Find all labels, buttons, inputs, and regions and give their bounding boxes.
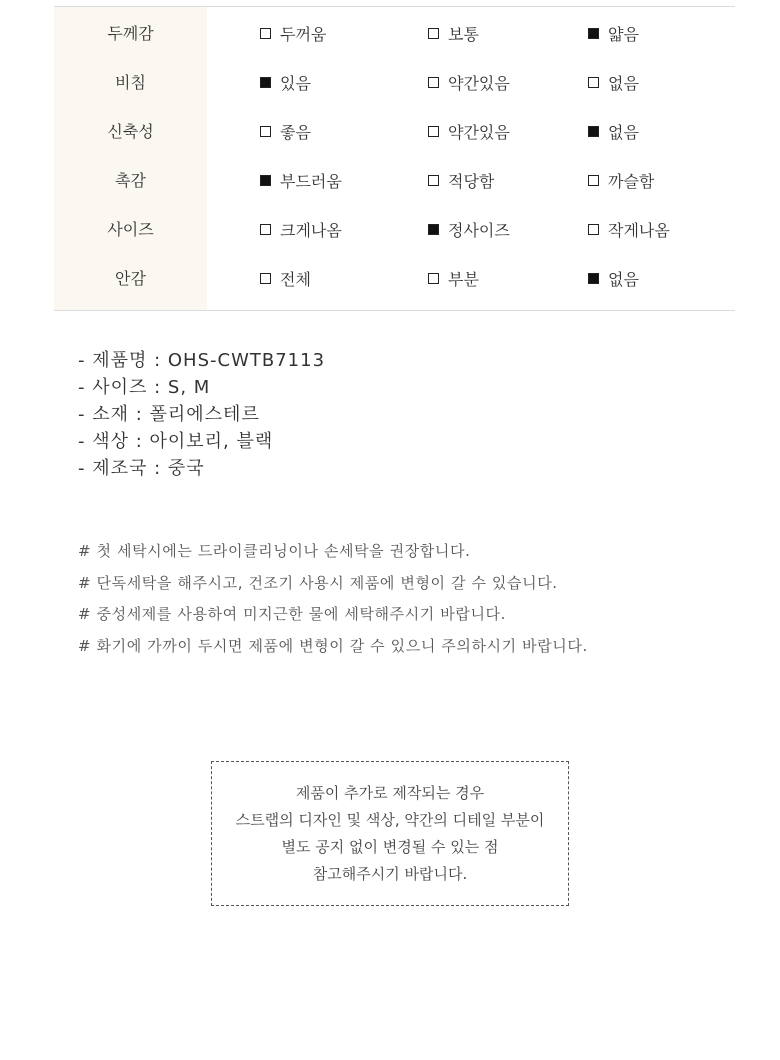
checkbox-empty-icon [428,77,439,88]
attribute-table [54,6,735,311]
checkbox-empty-icon [588,224,599,235]
checkbox-checked-icon [588,126,599,137]
option [588,58,639,107]
option [588,254,639,303]
notice-line: 스트랩의 디자인 및 색상, 약간의 디테일 부분이 [235,810,545,829]
option [428,205,510,254]
option-label: 작게나옴 [608,221,670,240]
option-label: 정사이즈 [448,221,510,240]
option [260,254,311,303]
row-label: 비침 [115,73,146,92]
option-label: 없음 [608,270,639,289]
notice-line: 별도 공지 없이 변경될 수 있는 점 [281,837,499,856]
row-label: 안감 [115,269,146,288]
row-label: 두께감 [107,24,154,43]
checkbox-checked-icon [260,175,271,186]
product-spec-list [78,347,325,482]
option-label: 없음 [608,74,639,93]
option [428,9,479,58]
option-label: 약간있음 [448,74,510,93]
checkbox-empty-icon [428,126,439,137]
notice-box [211,761,569,906]
care-note: # 단독세탁을 해주시고, 건조기 사용시 제품에 변형이 갈 수 있습니다. [78,573,558,592]
option [588,205,670,254]
option [588,9,639,58]
checkbox-checked-icon [260,77,271,88]
checkbox-empty-icon [428,28,439,39]
care-note: # 화기에 가까이 두시면 제품에 변형이 갈 수 있으니 주의하시기 바랍니다. [78,636,588,655]
option-label: 있음 [280,74,311,93]
option-label: 두꺼움 [280,25,327,44]
option-label: 약간있음 [448,123,510,142]
spec-item: - 소재 : 폴리에스테르 [78,404,260,425]
checkbox-empty-icon [260,126,271,137]
checkbox-empty-icon [260,273,271,284]
care-note: # 중성세제를 사용하여 미지근한 물에 세탁해주시기 바랍니다. [78,605,506,623]
option [260,205,342,254]
checkbox-checked-icon [588,28,599,39]
option-label: 전체 [280,270,311,289]
row-size [54,205,735,254]
option [588,156,654,205]
row-texture [54,156,735,205]
option-label: 좋음 [280,123,311,142]
row-label: 촉감 [115,171,146,190]
option [428,156,494,205]
option-label: 까슬함 [608,172,655,191]
option-label: 얇음 [608,25,639,44]
care-note: # 첫 세탁시에는 드라이클리닝이나 손세탁을 권장합니다. [78,542,471,560]
option [260,58,311,107]
option [260,156,342,205]
row-label: 사이즈 [107,220,154,239]
option-label: 부드러움 [280,172,342,191]
option-label: 보통 [448,25,479,44]
checkbox-empty-icon [260,224,271,235]
checkbox-empty-icon [428,273,439,284]
option [260,107,311,156]
spec-item: - 제품명 : OHS-CWTB7113 [78,350,326,371]
notice-line: 제품이 추가로 제작되는 경우 [295,783,485,802]
option [428,107,510,156]
checkbox-empty-icon [588,175,599,186]
checkbox-empty-icon [260,28,271,39]
row-sheerness [54,58,735,107]
notice-line: 참고해주시기 바랍니다. [312,864,468,883]
row-thickness [54,9,735,58]
spec-item: - 사이즈 : S, M [78,377,211,398]
checkbox-empty-icon [428,175,439,186]
row-stretch [54,107,735,156]
care-notes [78,536,588,662]
option [428,58,510,107]
option [428,254,479,303]
option-label: 적당함 [448,172,495,191]
spec-item: - 제조국 : 중국 [78,458,205,479]
spec-item: - 색상 : 아이보리, 블랙 [78,431,274,452]
option-label: 부분 [448,270,479,289]
option [260,9,326,58]
option-label: 크게나옴 [280,221,342,240]
option-label: 없음 [608,123,639,142]
row-lining [54,254,735,303]
checkbox-checked-icon [588,273,599,284]
checkbox-empty-icon [588,77,599,88]
row-label: 신축성 [107,122,154,141]
checkbox-checked-icon [428,224,439,235]
option [588,107,639,156]
